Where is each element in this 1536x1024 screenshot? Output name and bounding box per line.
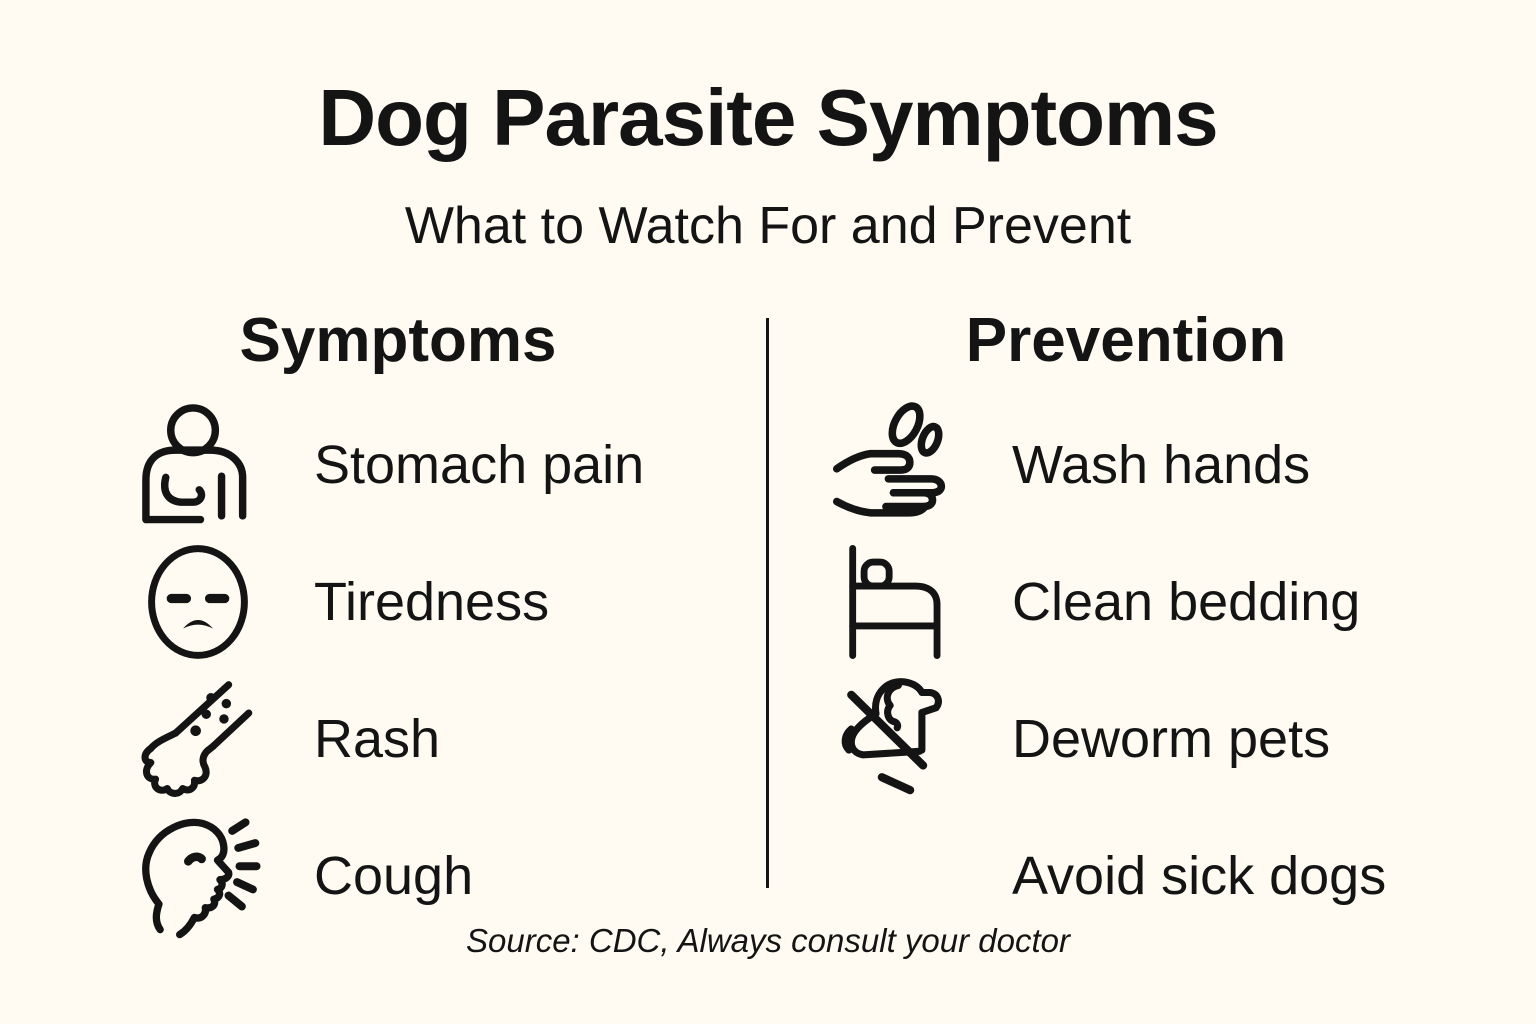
coughing-head-icon <box>128 815 268 937</box>
list-item <box>826 670 1466 807</box>
hand-washing-icon <box>826 402 966 528</box>
symptom-label: Stomach pain <box>314 434 645 495</box>
prevention-rows <box>826 396 1466 944</box>
list-item <box>128 533 724 670</box>
list-item <box>128 670 724 807</box>
column-divider <box>766 318 769 888</box>
page-title: Dog Parasite Symptoms <box>318 73 1218 162</box>
source-note: Source: CDC, Always consult your doctor <box>465 922 1070 959</box>
prevention-label: Wash hands <box>1012 434 1311 495</box>
symptoms-column <box>128 306 724 906</box>
list-item <box>128 396 724 533</box>
symptoms-header: Symptoms <box>239 306 557 375</box>
person-clutching-stomach-icon <box>128 403 268 527</box>
page-subtitle: What to Watch For and Prevent <box>404 197 1132 255</box>
crossed-out-dog-icon <box>826 648 966 829</box>
bed-icon <box>826 545 966 659</box>
tired-face-icon <box>128 544 268 660</box>
prevention-header: Prevention <box>965 306 1287 375</box>
symptoms-rows <box>128 396 724 944</box>
arm-with-spots-icon <box>128 680 268 798</box>
prevention-column <box>826 306 1466 906</box>
symptom-label: Tiredness <box>314 571 550 632</box>
prevention-label: Avoid sick dogs <box>1012 845 1387 906</box>
prevention-label: Clean bedding <box>1012 571 1361 632</box>
prevention-label: Deworm pets <box>1012 708 1331 769</box>
symptom-label: Rash <box>314 708 441 769</box>
list-item <box>826 396 1466 533</box>
symptom-label: Cough <box>314 845 474 906</box>
